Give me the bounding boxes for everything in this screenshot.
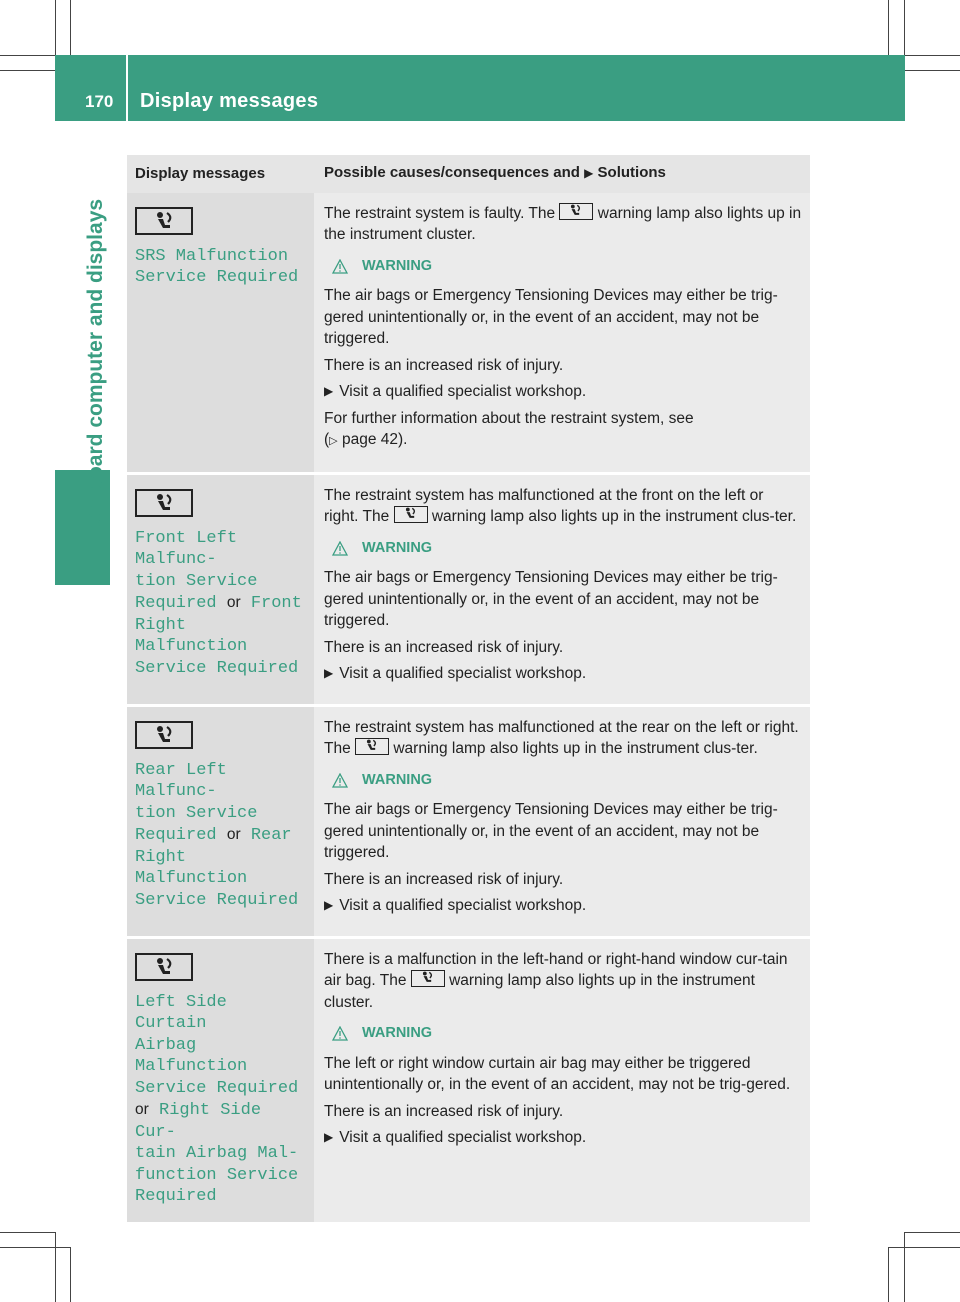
crop-mark [0,1247,70,1248]
warning-text: The left or right window curtain air bag may either be triggered unintentionally or, in the event of an accident, may not be trig-gered. [324,1054,791,1093]
column-header-display-messages: Display messages [127,155,314,193]
airbag-warning-icon [135,489,193,517]
description-text: warning lamp also lights up in the instrument cluster. [324,204,802,243]
airbag-warning-icon [135,721,193,749]
crop-mark [904,0,905,55]
crop-mark [55,1232,56,1302]
display-message-text: SRS Malfunction Service Required [135,246,299,287]
page-ref-open: ( [324,431,330,448]
warning-triangle-icon [332,541,348,556]
page-number: 170 [85,92,114,111]
display-message-text [135,760,306,912]
warning-label: WARNING [362,539,433,556]
description-text: warning lamp also lights up in the instrument cluster. [324,972,755,1011]
display-message-cell [127,937,314,1223]
warning-text: The air bags or Emergency Tensioning Devices may either be trig-gered unintentionally or, in the event of an accident, may not be triggered. [324,287,778,347]
display-message-cell [127,473,314,705]
conjunction: or [226,826,241,843]
display-message-rear-left: Rear Left Malfunc- tion Service Required [135,760,258,845]
crop-mark [888,0,889,55]
page-title: Display messages [140,90,319,112]
action-arrow-icon: ▶ [324,666,334,680]
crop-mark [888,1247,889,1302]
column-header-causes-text: Possible causes/consequences and [324,164,580,181]
causes-solutions-cell [314,193,810,474]
header-divider [126,55,128,121]
display-message-right-curtain: Right Side Cur- tain Airbag Mal- function Service Required [135,1101,299,1206]
description-text: warning lamp also lights up in the instrument clus-ter. [431,508,797,525]
table-row [127,705,810,937]
airbag-warning-icon [135,207,193,235]
display-messages-table [127,155,810,1225]
crop-mark [70,1247,71,1302]
warning-text: The air bags or Emergency Tensioning Devices may either be trig-gered unintentionally or, in the event of an accident, may not be triggered. [324,801,778,861]
description-text: There is a malfunction in the left-hand or right-hand window cur-tain air bag. The [324,950,788,989]
airbag-warning-icon [559,203,593,220]
warning-text: The air bags or Emergency Tensioning Devices may either be trig-gered unintentionally or, in the event of an accident, may not be triggered. [324,569,778,629]
warning-heading [332,538,802,560]
warning-triangle-icon [332,773,348,788]
warning-label: WARNING [362,771,433,788]
display-message-text [135,992,306,1208]
crop-mark [0,70,55,71]
section-side-tab: On-board computer and displays [84,198,107,528]
page-reference-link[interactable]: page 42). [341,431,408,448]
warning-heading [332,770,802,792]
further-info [324,408,802,453]
description-text: warning lamp also lights up in the instrument clus-ter. [393,740,758,757]
action-step [324,1127,802,1149]
column-header-causes-solutions [314,155,810,193]
action-step [324,895,802,917]
crop-mark [905,1232,960,1233]
crop-mark [905,70,960,71]
causes-solutions-cell [314,705,810,937]
warning-label: WARNING [362,257,433,274]
display-message-left-curtain: Left Side Curtain Airbag Malfunction Service Required [135,992,299,1098]
further-info-text: For further information about the restraint system, see [324,409,694,427]
description-text: The restraint system is faulty. The [324,204,556,222]
display-message-cell [127,193,314,474]
causes-solutions-cell [314,937,810,1223]
action-text: Visit a qualified specialist workshop. [339,383,587,400]
display-message-front-right: Front Right Malfunction Service Required [135,594,302,678]
action-text: Visit a qualified specialist workshop. [339,1129,587,1146]
description [324,949,802,1014]
display-message-cell [127,705,314,937]
description-text: The restraint system has malfunctioned at the rear on the left or right. The [324,718,799,757]
warning-heading [332,256,802,278]
crop-mark [904,1232,905,1302]
action-step [324,663,802,685]
description-text: The restraint system has malfunctioned at the front on the left or right. The [324,486,764,525]
table-row [127,473,810,705]
risk-text: There is an increased risk of injury. [324,638,564,656]
risk-text: There is an increased risk of injury. [324,1102,564,1120]
airbag-warning-icon [411,970,445,987]
risk-text: There is an increased risk of injury. [324,870,564,888]
warning-triangle-icon [332,259,348,274]
crop-mark [888,1247,960,1248]
table-row [127,937,810,1223]
action-arrow-icon: ▶ [584,166,594,180]
description [324,717,802,760]
description [324,203,802,246]
crop-mark [70,0,71,55]
action-arrow-icon: ▶ [324,384,334,398]
table-row [127,193,810,474]
airbag-warning-icon [394,506,428,523]
crop-mark [905,55,960,56]
action-step [324,381,802,403]
crop-mark [55,0,56,55]
action-text: Visit a qualified specialist workshop. [339,665,587,682]
warning-heading [332,1023,802,1045]
risk-text: There is an increased risk of injury. [324,356,564,374]
conjunction: or [135,1101,149,1118]
display-message-rear-right: Rear Right Malfunction Service Required [135,826,299,910]
description [324,485,802,528]
action-arrow-icon: ▶ [324,898,334,912]
warning-label: WARNING [362,1025,433,1041]
table-header-row [127,155,810,193]
crop-mark [0,1232,55,1233]
warning-triangle-icon [332,1026,348,1041]
airbag-warning-icon [355,738,389,755]
display-message-text [135,528,306,680]
crop-mark [0,55,55,56]
action-text: Visit a qualified specialist workshop. [339,897,587,914]
page-reference-icon: ▷ [329,435,338,447]
column-header-solutions-text: Solutions [597,164,666,181]
airbag-warning-icon [135,953,193,981]
conjunction: or [226,594,241,611]
display-message-front-left: Front Left Malfunc- tion Service Required [135,528,258,613]
action-arrow-icon: ▶ [324,1130,334,1144]
causes-solutions-cell [314,473,810,705]
